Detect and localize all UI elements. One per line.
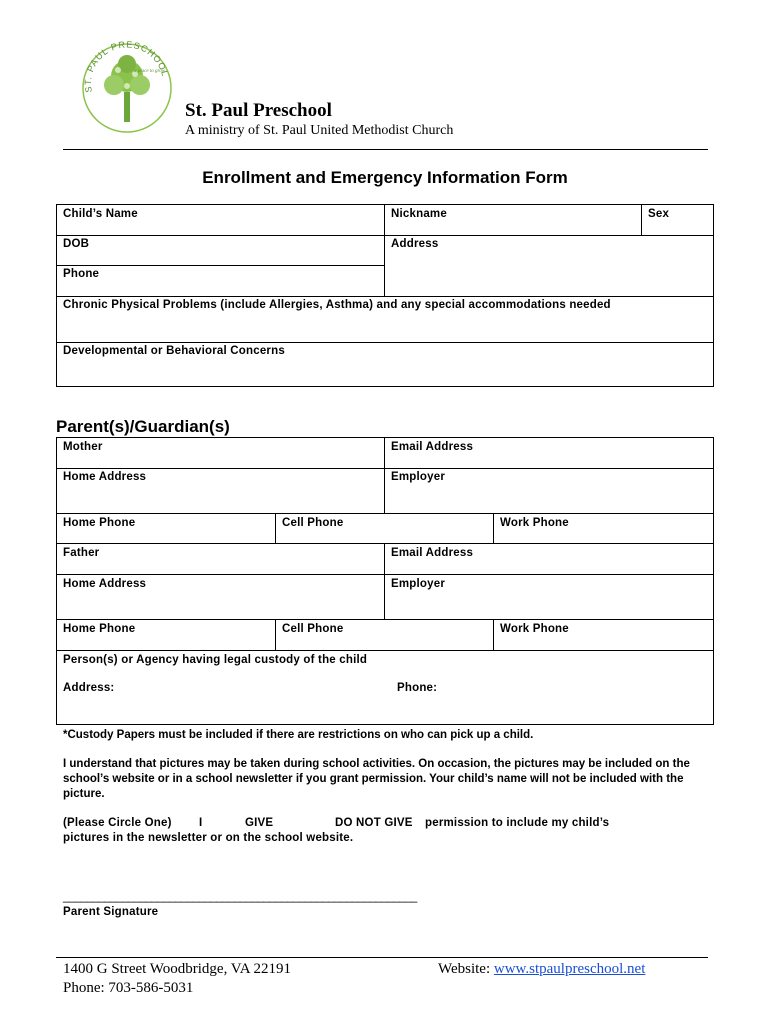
guardians-table [56,437,714,725]
logo-tagline: a place to grow [134,69,166,74]
father-home-address-field[interactable]: Home Address [63,578,147,590]
father-field[interactable]: Father [63,547,100,559]
chronic-problems-field[interactable]: Chronic Physical Problems (include Allergies, Asthma) and any special accommodations needed [63,299,611,311]
father-work-phone-field[interactable]: Work Phone [500,623,569,635]
mother-cell-phone-field[interactable]: Cell Phone [282,517,344,529]
divider [56,574,714,575]
dob-field[interactable]: DOB [63,238,90,250]
mother-field[interactable]: Mother [63,441,103,453]
permission-text-line2: pictures in the newsletter or on the school website. [63,832,354,844]
school-subtitle: A ministry of St. Paul United Methodist Church [185,123,454,138]
divider [56,619,714,620]
circle-one-label: (Please Circle One) [63,817,172,829]
footer-phone: Phone: 703-586-5031 [63,980,194,996]
developmental-concerns-field[interactable]: Developmental or Behavioral Concerns [63,345,285,357]
divider [56,296,714,297]
pictures-note: I understand that pictures may be taken during school activities. On occasion, the pictures may be included on the school’s website or in a school newsletter if you grant permission. Your child’s name will not be included with the picture. [63,758,690,800]
divider [56,342,714,343]
divider [275,513,276,543]
divider [384,204,385,297]
custody-field[interactable]: Person(s) or Agency having legal custody of the child [63,654,368,666]
father-home-phone-field[interactable]: Home Phone [63,623,136,635]
website-link[interactable]: www.stpaulpreschool.net [493,961,646,977]
father-email-field[interactable]: Email Address [391,547,474,559]
divider [493,619,494,650]
form-title: Enrollment and Emergency Information Form [202,168,568,187]
divider [56,543,714,544]
divider [56,468,714,469]
custody-phone-field[interactable]: Phone: [397,682,438,694]
custody-address-field[interactable]: Address: [63,682,115,694]
footer-divider [56,957,708,958]
logo-text: ST. PAUL PRESCHOOL [82,39,171,94]
website-label: Website: [438,961,491,977]
divider [56,235,714,236]
divider [56,513,714,514]
i-label: I [199,817,203,829]
school-name: St. Paul Preschool [185,100,332,121]
divider [56,265,384,266]
childs-name-field[interactable]: Child’s Name [63,208,138,220]
phone-field[interactable]: Phone [63,268,100,280]
mother-work-phone-field[interactable]: Work Phone [500,517,569,529]
mother-employer-field[interactable]: Employer [391,471,446,483]
permission-text: permission to include my child’s [425,817,610,829]
divider [493,513,494,543]
divider [275,619,276,650]
father-employer-field[interactable]: Employer [391,578,446,590]
mother-home-address-field[interactable]: Home Address [63,471,147,483]
custody-papers-note: *Custody Papers must be included if there are restrictions on who can pick up a child. [63,729,534,741]
divider [384,543,385,619]
do-not-give-option[interactable]: DO NOT GIVE [335,817,413,829]
mother-email-field[interactable]: Email Address [391,441,474,453]
divider [384,437,385,513]
header-divider [63,149,708,150]
sex-field[interactable]: Sex [648,208,670,220]
nickname-field[interactable]: Nickname [391,208,447,220]
mother-home-phone-field[interactable]: Home Phone [63,517,136,529]
signature-line[interactable]: ____________________________________________________________ [63,891,417,903]
address-field[interactable]: Address [391,238,439,250]
father-cell-phone-field[interactable]: Cell Phone [282,623,344,635]
footer-address: 1400 G Street Woodbridge, VA 22191 [63,961,291,977]
give-option[interactable]: GIVE [245,817,274,829]
parent-signature-label: Parent Signature [63,906,159,918]
divider [641,204,642,236]
footer-website [438,961,645,978]
divider [56,650,714,651]
guardians-heading: Parent(s)/Guardian(s) [56,417,230,436]
tree-icon [104,55,150,122]
school-logo [78,30,176,140]
